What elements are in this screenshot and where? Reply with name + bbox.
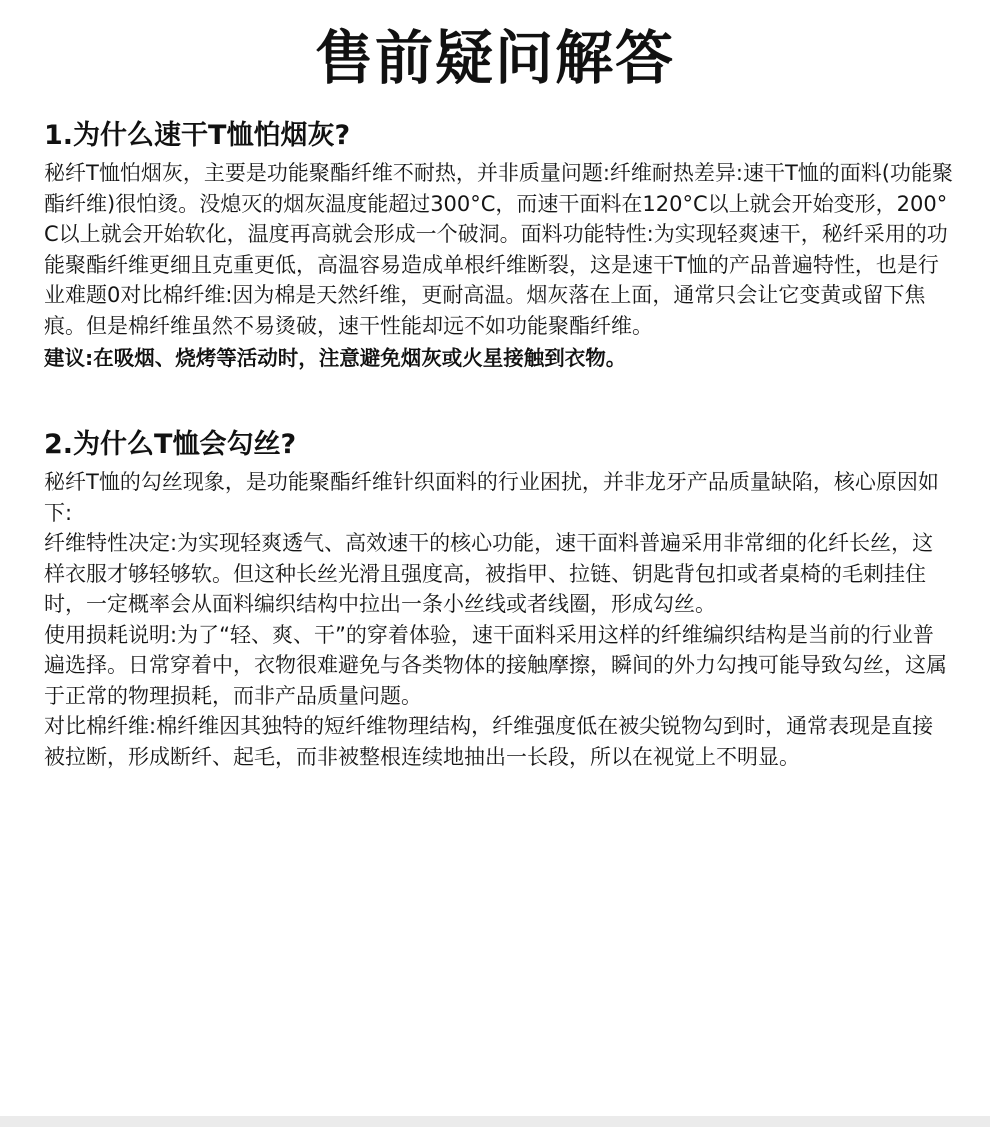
page-title: 售前疑问解答 <box>314 24 675 92</box>
answer-paragraph-fiber-property: 纤维特性决定:为实现轻爽透气、高效速干的核心功能，速干面料普遍采用非常细的化纤长丝，这样衣服才够轻够软。但这种长丝光滑且强度高，被指甲、拉链、钥匙背包扣或者桌椅的毛刺挂住时，一定概率会从面料编织结构中拉出一条小丝线或者线圈，形成勾丝。 <box>44 531 934 616</box>
faq-section-smoke-ash <box>44 116 954 373</box>
bottom-divider-strip <box>0 1116 990 1127</box>
answer-paragraph: 秘纤T恤怕烟灰，主要是功能聚酯纤维不耐热，并非质量问题:纤维耐热差异:速干T恤的面料(功能聚酯纤维)很怕烫。没熄灭的烟灰温度能超过300°C，而速干面料在120°C以上就会开始变形，200°C以上就会开始软化，温度再高就会形成一个破洞。面料功能特性:为实现轻爽速干，秘纤采用的功能聚酯纤维更细且克重更低，高温容易造成单根纤维断裂，这是速干T恤的产品普遍特性，也是行业难题0对比棉纤维:因为棉是天然纤维，更耐高温。烟灰落在上面，通常只会让它变黄或留下焦痕。但是棉纤维虽然不易烫破，速干性能却远不如功能聚酯纤维。 <box>44 161 953 338</box>
question-heading: 2.为什么T恤会勾丝? <box>44 429 297 460</box>
answer-paragraph-usage-wear: 使用损耗说明:为了“轻、爽、干”的穿着体验，速干面料采用这样的纤维编织结构是当前的行业普遍选择。日常穿着中，衣物很难避免与各类物体的接触摩擦，瞬间的外力勾拽可能导致勾丝，这属于正常的物理损耗，而非产品质量问题。 <box>44 622 947 708</box>
question-heading: 1.为什么速干T恤怕烟灰? <box>44 120 351 151</box>
answer-paragraph-cotton-comparison: 对比棉纤维:棉纤维因其独特的短纤维物理结构，纤维强度低在被尖锐物勾到时，通常表现是直接被拉断，形成断纤、起毛，而非被整根连续地抽出一长段，所以在视觉上不明显。 <box>44 714 934 769</box>
advice-text: 建议:在吸烟、烧烤等活动时，注意避免烟灰或火星接触到衣物。 <box>44 346 627 370</box>
faq-section-snagging <box>44 425 954 772</box>
answer-intro-paragraph: 秘纤T恤的勾丝现象，是功能聚酯纤维针织面料的行业困扰，并非龙牙产品质量缺陷，核心原因如下: <box>44 470 939 525</box>
